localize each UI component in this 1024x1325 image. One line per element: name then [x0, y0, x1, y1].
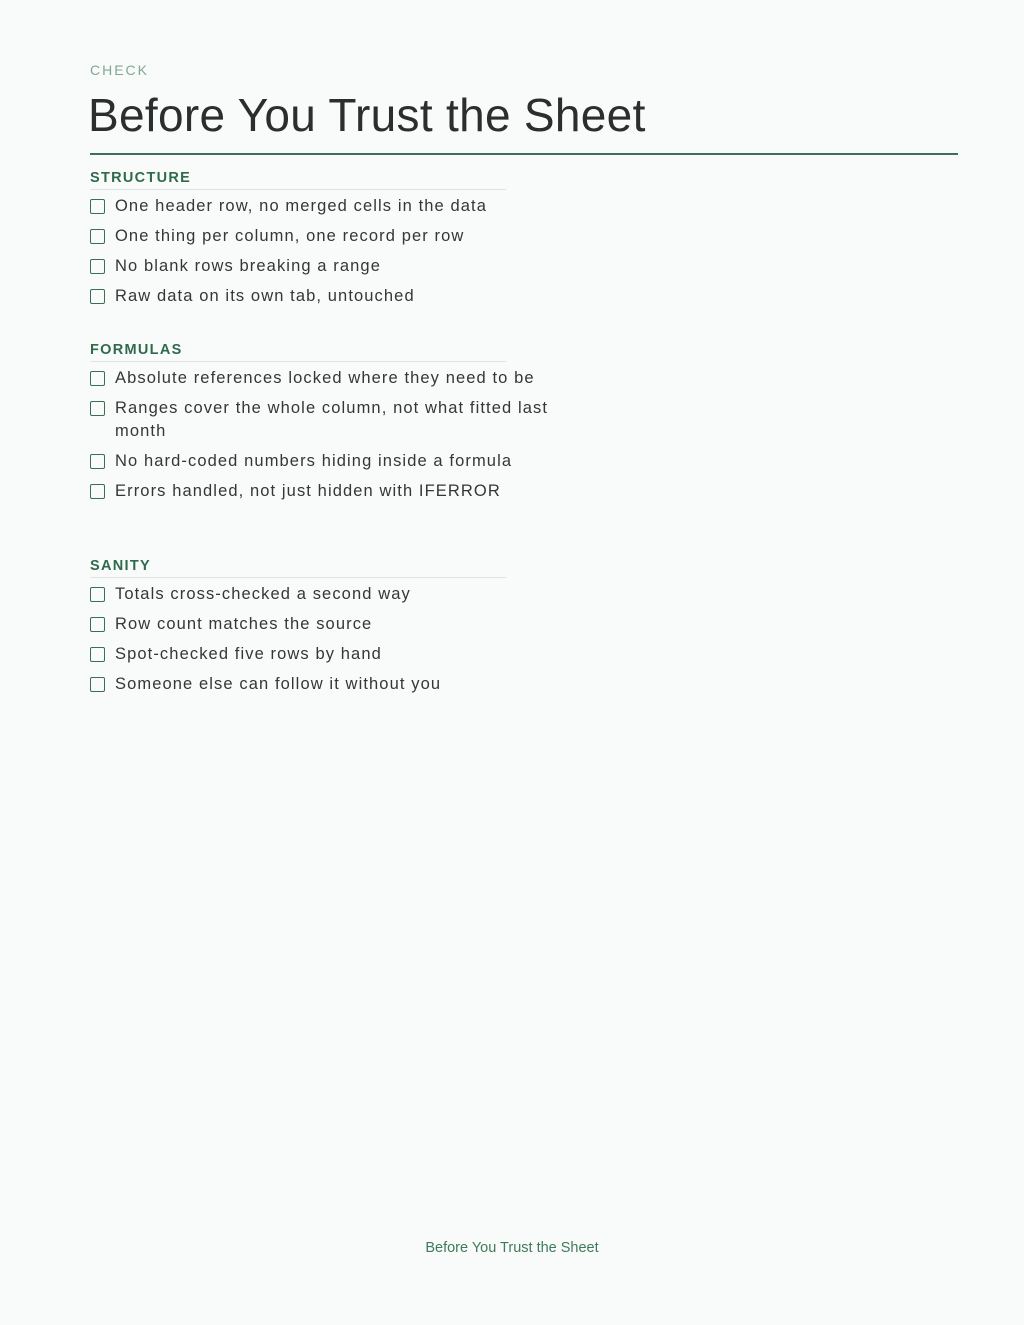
section-structure — [90, 168, 550, 315]
checklist-item — [90, 285, 550, 308]
checklist-item — [90, 397, 550, 443]
page-kicker: CHECK — [90, 62, 150, 78]
checkbox[interactable] — [90, 587, 105, 602]
checklist-sanity — [90, 583, 550, 696]
checklist-item — [90, 225, 550, 248]
checklist-page — [90, 0, 958, 1325]
checklist-item — [90, 583, 550, 606]
checkbox[interactable] — [90, 289, 105, 304]
checklist-item — [90, 643, 550, 666]
checklist-formulas — [90, 367, 550, 503]
checklist-item-label: One thing per column, one record per row — [115, 227, 465, 245]
checkbox[interactable] — [90, 647, 105, 662]
section-heading-structure: STRUCTURE — [90, 168, 506, 190]
page-title: Before You Trust the Sheet — [88, 89, 646, 141]
checkbox[interactable] — [90, 484, 105, 499]
checklist-item-label: Row count matches the source — [115, 615, 373, 633]
checkbox[interactable] — [90, 617, 105, 632]
checklist-item — [90, 613, 550, 636]
checkbox[interactable] — [90, 677, 105, 692]
checklist-item-label: Raw data on its own tab, untouched — [115, 287, 415, 305]
checklist-structure — [90, 195, 550, 308]
checklist-item — [90, 673, 550, 696]
checklist-item — [90, 367, 550, 390]
checklist-item-label: Totals cross-checked a second way — [115, 585, 411, 603]
checklist-item-label: Absolute references locked where they need to be — [115, 369, 535, 387]
checklist-item — [90, 450, 550, 473]
checkbox[interactable] — [90, 454, 105, 469]
checklist-item-label: Spot-checked five rows by hand — [115, 645, 382, 663]
checkbox[interactable] — [90, 199, 105, 214]
section-formulas — [90, 340, 550, 510]
checklist-item-label: Ranges cover the whole column, not what fitted last month — [115, 399, 549, 440]
checklist-item — [90, 480, 550, 503]
checkbox[interactable] — [90, 401, 105, 416]
checklist-item-label: Someone else can follow it without you — [115, 675, 442, 693]
checklist-item — [90, 195, 550, 218]
checklist-item-label: One header row, no merged cells in the data — [115, 197, 487, 215]
checkbox[interactable] — [90, 259, 105, 274]
section-sanity — [90, 556, 550, 703]
checkbox[interactable] — [90, 371, 105, 386]
checkbox[interactable] — [90, 229, 105, 244]
title-divider — [90, 153, 958, 155]
checklist-item-label: No blank rows breaking a range — [115, 257, 381, 275]
section-heading-sanity: SANITY — [90, 556, 506, 578]
section-heading-formulas: FORMULAS — [90, 340, 506, 362]
page-footer: Before You Trust the Sheet — [425, 1240, 599, 1256]
checklist-item-label: No hard-coded numbers hiding inside a formula — [115, 452, 513, 470]
checklist-item-label: Errors handled, not just hidden with IFERROR — [115, 482, 501, 500]
checklist-item — [90, 255, 550, 278]
